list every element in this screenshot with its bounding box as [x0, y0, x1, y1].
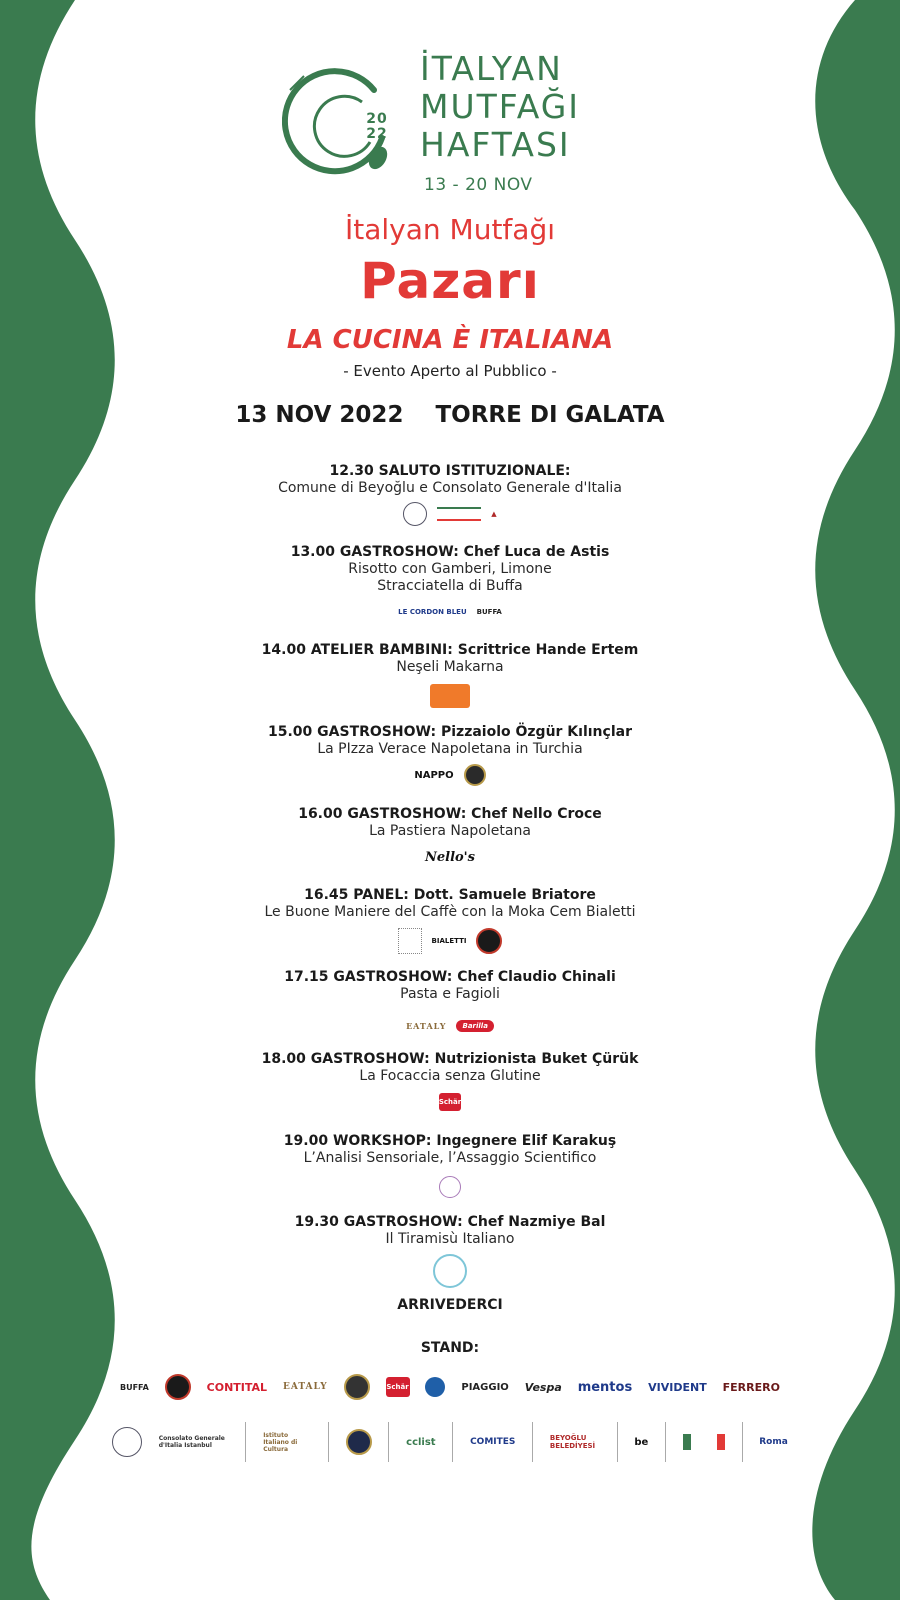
schedule-item-line: Comune di Beyoğlu e Consolato Generale d'Italia [278, 480, 622, 496]
book-house-logo-icon [430, 684, 470, 708]
eataly-logo-icon: EATALY [406, 1021, 447, 1031]
schedule-item-title: 17.15 GASTROSHOW: Chef Claudio Chinali [284, 969, 616, 985]
beyoglu-logo-icon: ▲ [491, 510, 497, 518]
subtitle: İtalyan Mutfağı [345, 213, 555, 246]
schedule-item [0, 969, 900, 1037]
kebele-flower-logo-icon [439, 1176, 461, 1198]
divider [532, 1422, 533, 1462]
italy-flag-icon [683, 1434, 725, 1450]
sponsor-logos [112, 1418, 788, 1466]
schedule-item-title: 12.30 SALUTO ISTITUZIONALE: [329, 463, 571, 479]
sponsor-logo: COMITES [470, 1437, 516, 1447]
schedule-item-line: La Focaccia senza Glutine [359, 1068, 541, 1084]
event-date: 13 NOV 2022 [235, 402, 404, 428]
schedule-item [0, 724, 900, 786]
logo-title-line: İTALYAN [420, 49, 563, 88]
schedule-item-line: Pasta e Fagioli [400, 986, 500, 1002]
schedule-item-line: L’Analisi Sensoriale, l’Assaggio Scientifico [303, 1150, 597, 1166]
stand-logo: mentos [577, 1379, 633, 1395]
italian-emblem-icon [403, 502, 427, 526]
schedule-item-line: La PIzza Verace Napoletana in Turchia [317, 741, 583, 757]
divider [388, 1422, 389, 1462]
divider [245, 1422, 246, 1462]
closing-text: ARRIVEDERCI [397, 1297, 503, 1313]
logo-dates: 13 - 20 NOV [424, 175, 533, 195]
barilla-logo-icon: Barilla [456, 1020, 493, 1032]
divider [742, 1422, 743, 1462]
schedule-item-line: Neşeli Makarna [396, 659, 504, 675]
schedule-item-line: Le Buone Maniere del Caffè con la Moka Cem Bialetti [264, 904, 636, 920]
stand-logo: VIVIDENT [648, 1380, 707, 1394]
schedule-item-line: Risotto con Gamberi, Limone [348, 561, 552, 577]
tiramisu-logo-icon [433, 1254, 467, 1288]
piaggio-icon [425, 1377, 445, 1397]
stand-logo: BUFFA [120, 1382, 149, 1392]
badge-icon [346, 1429, 372, 1455]
stand-logo: PIAGGIO [461, 1381, 509, 1393]
logo-title [420, 50, 580, 164]
italian-emblem-icon [112, 1427, 142, 1457]
stand-logos [120, 1372, 780, 1402]
date-venue [0, 402, 900, 428]
schedule-item-line: Il Tiramisù Italiano [385, 1231, 515, 1247]
schedule-item [0, 544, 900, 623]
sponsor-logo: cclist [406, 1436, 436, 1448]
stand-logo: Schär [386, 1377, 410, 1397]
logo-title-line: MUTFAĞI [420, 87, 581, 126]
schedule-item [0, 1051, 900, 1113]
divider [617, 1422, 618, 1462]
sponsor-logo: Consolato Generale d'Italia Istanbul [158, 1435, 225, 1449]
schedule-item-title: 19.30 GASTROSHOW: Chef Nazmiye Bal [294, 1214, 606, 1230]
consolato-logo-icon [437, 507, 481, 521]
schedule-item-line: La Pastiera Napoletana [369, 823, 531, 839]
logo-title-line: HAFTASI [420, 125, 571, 164]
buffa-logo-icon: BUFFA [476, 608, 502, 616]
academy-logo-icon [398, 928, 422, 954]
schedule-item-title: 13.00 GASTROSHOW: Chef Luca de Astis [290, 544, 610, 560]
schedule-item-title: 18.00 GASTROSHOW: Nutrizionista Buket Çürük [261, 1051, 639, 1067]
schedule-item-line: Stracciatella di Buffa [377, 578, 523, 594]
schedule-item-title: 16.45 PANEL: Dott. Samuele Briatore [304, 887, 596, 903]
cordon-bleu-logo-icon: LE CORDON BLEU [398, 608, 467, 616]
tagline: LA CUCINA È ITALIANA [286, 325, 614, 355]
stand-logo: FERRERO [722, 1380, 780, 1394]
pizza-seal-icon [464, 764, 486, 786]
schedule-item [0, 1133, 900, 1201]
sponsor-logo: be [634, 1436, 649, 1448]
public-event-note: - Evento Aperto al Pubblico - [343, 362, 557, 380]
page-title: Pazarı [360, 252, 540, 310]
bialetti-logo-icon: BIALETTI [431, 937, 467, 945]
sponsor-logo: BEYOĞLU BELEDİYESİ [549, 1434, 596, 1450]
coffee-seal-icon [165, 1374, 191, 1400]
divider [665, 1422, 666, 1462]
sponsor-logo: Roma [759, 1437, 788, 1447]
stand-logo: EATALY [282, 1382, 328, 1392]
schedule-item [0, 806, 900, 868]
seal-icon [344, 1374, 370, 1400]
schedule-item [0, 1214, 900, 1288]
nellos-logo-icon: Nello's [424, 849, 475, 865]
stand-label: STAND: [420, 1340, 480, 1356]
nappo-logo-icon: NAPPO [414, 769, 454, 781]
schedule-item-title: 14.00 ATELIER BAMBINI: Scrittrice Hande Ertem [261, 642, 639, 658]
logo-year: 20 22 [366, 111, 388, 142]
sponsor-logo: Istituto Italiano di Cultura [263, 1431, 298, 1453]
schar-logo-icon: Schär [439, 1093, 461, 1111]
schedule-item-title: 15.00 GASTROSHOW: Pizzaiolo Özgür Kılınçlar [268, 724, 632, 740]
stand-logo: CONTITAL [206, 1380, 268, 1394]
schedule-item [0, 463, 900, 525]
schedule-item [0, 887, 900, 955]
coffee-seal-icon [476, 928, 502, 954]
divider [452, 1422, 453, 1462]
schedule-item-title: 16.00 GASTROSHOW: Chef Nello Croce [298, 806, 602, 822]
divider [328, 1422, 329, 1462]
schedule-item-title: 19.00 WORKSHOP: Ingegnere Elif Karakuş [283, 1133, 617, 1149]
event-venue: TORRE DI GALATA [435, 402, 665, 428]
schedule-item [0, 642, 900, 710]
stand-logo: Vespa [524, 1380, 562, 1394]
